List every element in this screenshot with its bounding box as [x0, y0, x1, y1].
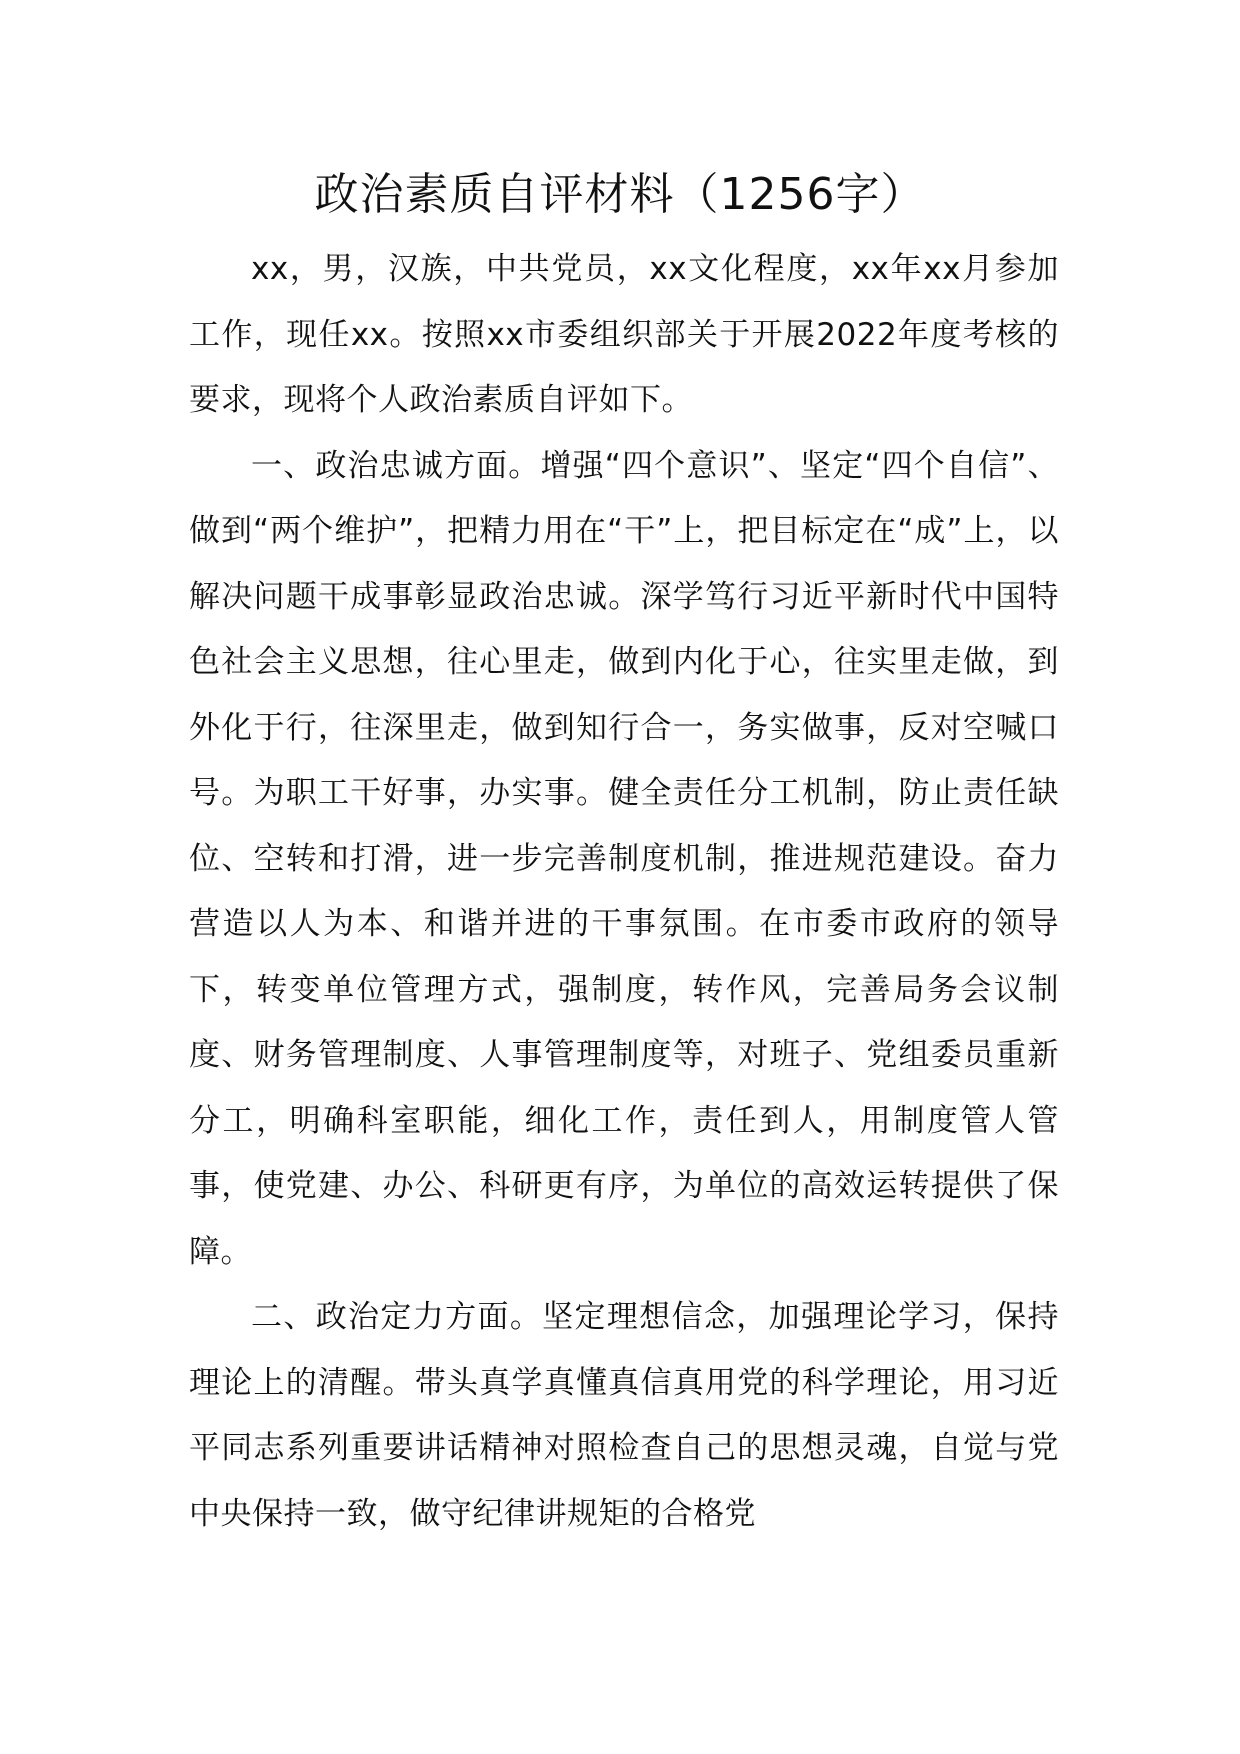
paragraph-intro: xx，男，汉族，中共党员，xx文化程度，xx年xx月参加工作，现任xx。按照xx市委组织部关于开展2022年度考核的要求，现将个人政治素质自评如下。: [189, 251, 1059, 418]
paragraph-political-loyalty: 一、政治忠诚方面。增强“四个意识”、坚定“四个自信”、做到“两个维护”，把精力用在“干”上，把目标定在“成”上，以解决问题干成事彰显政治忠诚。深学笃行习近平新时代中国特色社会主义思想，往心里走，做到内化于心，往实里走做，到外化于行，往深里走，做到知行合一，务实做事，反对空喊口号。为职工干好事，办实事。健全责任分工机制，防止责任缺位、空转和打滑，进一步完善制度机制，推进规范建设。奋力营造以人为本、和谐并进的干事氛围。在市委市政府的领导下，转变单位管理方式，强制度，转作风，完善局务会议制度、财务管理制度、人事管理制度等，对班子、党组委员重新分工，明确科室职能，细化工作，责任到人，用制度管人管事，使党建、办公、科研更有序，为单位的高效运转提供了保障。: [189, 447, 1059, 1270]
paragraph-political-steadiness: 二、政治定力方面。坚定理想信念，加强理论学习，保持理论上的清醒。带头真学真懂真信真用党的科学理论，用习近平同志系列重要讲话精神对照检查自己的思想灵魂，自觉与党中央保持一致，做守纪律讲规矩的合格党: [189, 1299, 1059, 1532]
document-body: [189, 237, 1059, 1547]
document-title: 政治素质自评材料（1256字）: [314, 169, 926, 220]
